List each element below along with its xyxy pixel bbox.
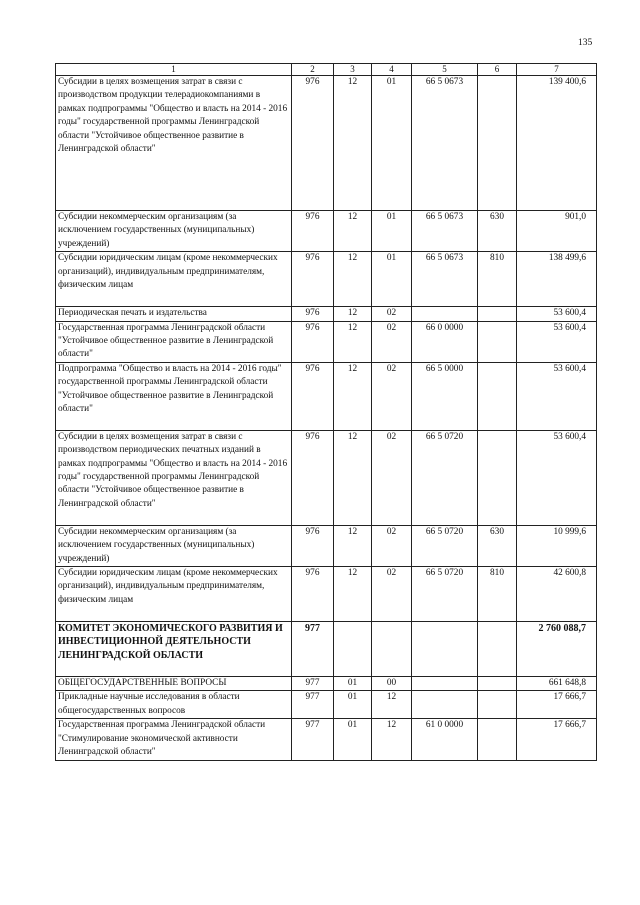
row-code-3: 01 [334, 691, 372, 719]
row-code-3: 12 [334, 430, 372, 525]
row-code-6 [478, 321, 517, 362]
row-code-5 [412, 622, 478, 677]
page-number: 135 [578, 38, 593, 48]
row-code-2: 976 [292, 76, 334, 211]
row-code-2: 977 [292, 677, 334, 691]
header-cell-3: 3 [334, 64, 372, 76]
row-code-2: 976 [292, 525, 334, 566]
row-code-4: 02 [372, 567, 412, 622]
header-cell-6: 6 [478, 64, 517, 76]
table-row [56, 211, 597, 252]
row-code-5: 66 5 0720 [412, 567, 478, 622]
row-code-3: 12 [334, 567, 372, 622]
row-code-4: 02 [372, 307, 412, 321]
row-amount: 53 600,4 [517, 430, 597, 525]
row-code-3 [334, 622, 372, 677]
row-name: Субсидии некоммерческим организациям (за исключением государственных (муниципальных) учреждений) [56, 211, 292, 252]
row-name: Подпрограмма "Общество и власть на 2014 - 2016 годы" государственной программы Ленинградской области "Устойчивое общественное развитие в Ленинградской области" [56, 362, 292, 430]
row-amount: 53 600,4 [517, 321, 597, 362]
row-code-4: 02 [372, 321, 412, 362]
row-code-4: 00 [372, 677, 412, 691]
row-code-4: 02 [372, 430, 412, 525]
row-amount: 139 400,6 [517, 76, 597, 211]
table-row [56, 76, 597, 211]
budget-table [55, 63, 597, 761]
row-code-2: 976 [292, 430, 334, 525]
row-code-4: 02 [372, 362, 412, 430]
row-code-3: 12 [334, 252, 372, 307]
header-cell-1: 1 [56, 64, 292, 76]
row-code-2: 976 [292, 362, 334, 430]
row-code-2: 977 [292, 622, 334, 677]
table-row [56, 691, 597, 719]
table-row [56, 362, 597, 430]
row-code-6 [478, 430, 517, 525]
row-amount: 661 648,8 [517, 677, 597, 691]
row-code-6 [478, 719, 517, 760]
row-code-6 [478, 677, 517, 691]
row-name: Государственная программа Ленинградской области "Стимулирование экономической активности Ленинградской области" [56, 719, 292, 760]
row-amount: 2 760 088,7 [517, 622, 597, 677]
row-code-5: 66 5 0673 [412, 76, 478, 211]
row-code-6: 810 [478, 567, 517, 622]
row-code-6: 630 [478, 211, 517, 252]
row-code-2: 977 [292, 719, 334, 760]
row-code-2: 976 [292, 252, 334, 307]
row-code-5 [412, 307, 478, 321]
row-code-2: 976 [292, 567, 334, 622]
row-code-3: 12 [334, 362, 372, 430]
row-code-4: 01 [372, 211, 412, 252]
table-row [56, 321, 597, 362]
row-code-3: 12 [334, 211, 372, 252]
row-code-3: 12 [334, 307, 372, 321]
row-name: ОБЩЕГОСУДАРСТВЕННЫЕ ВОПРОСЫ [56, 677, 292, 691]
row-code-5: 61 0 0000 [412, 719, 478, 760]
row-code-4: 01 [372, 76, 412, 211]
table-row [56, 622, 597, 677]
table-row [56, 719, 597, 760]
table-row [56, 430, 597, 525]
row-code-4: 12 [372, 691, 412, 719]
header-cell-2: 2 [292, 64, 334, 76]
table-row [56, 525, 597, 566]
row-name: Субсидии некоммерческим организациям (за исключением государственных (муниципальных) учреждений) [56, 525, 292, 566]
row-amount: 17 666,7 [517, 719, 597, 760]
row-code-5 [412, 677, 478, 691]
row-amount: 17 666,7 [517, 691, 597, 719]
header-cell-4: 4 [372, 64, 412, 76]
row-code-6: 810 [478, 252, 517, 307]
row-code-5: 66 5 0720 [412, 430, 478, 525]
row-code-5 [412, 691, 478, 719]
row-name: Государственная программа Ленинградской области "Устойчивое общественное развитие в Ленинградской области" [56, 321, 292, 362]
row-amount: 53 600,4 [517, 307, 597, 321]
row-name: Субсидии в целях возмещения затрат в связи с производством периодических печатных изданий в рамках подпрограммы "Общество и власть на 2014 - 2016 годы" государственной программы Ленинградской области "Устойчивое общественное развитие в Ленинградской области" [56, 430, 292, 525]
row-amount: 138 499,6 [517, 252, 597, 307]
row-name: Субсидии юридическим лицам (кроме некоммерческих организаций), индивидуальным предпринимателям, физическим лицам [56, 252, 292, 307]
row-code-5: 66 5 0720 [412, 525, 478, 566]
row-code-6 [478, 307, 517, 321]
row-code-2: 976 [292, 211, 334, 252]
row-code-6 [478, 622, 517, 677]
row-code-6 [478, 691, 517, 719]
table-row [56, 677, 597, 691]
header-cell-5: 5 [412, 64, 478, 76]
row-amount: 10 999,6 [517, 525, 597, 566]
row-code-2: 976 [292, 307, 334, 321]
row-code-5: 66 5 0000 [412, 362, 478, 430]
table-row [56, 307, 597, 321]
row-code-3: 12 [334, 321, 372, 362]
row-code-3: 12 [334, 525, 372, 566]
row-code-2: 976 [292, 321, 334, 362]
row-code-3: 01 [334, 677, 372, 691]
row-name: Субсидии юридическим лицам (кроме некоммерческих организаций), индивидуальным предпринимателям, физическим лицам [56, 567, 292, 622]
row-code-6 [478, 76, 517, 211]
row-code-4 [372, 622, 412, 677]
row-code-3: 01 [334, 719, 372, 760]
row-code-2: 977 [292, 691, 334, 719]
table-row [56, 252, 597, 307]
row-amount: 42 600,8 [517, 567, 597, 622]
table-header-row [56, 64, 597, 76]
row-code-4: 01 [372, 252, 412, 307]
row-amount: 53 600,4 [517, 362, 597, 430]
row-code-5: 66 0 0000 [412, 321, 478, 362]
row-code-6 [478, 362, 517, 430]
row-name: Субсидии в целях возмещения затрат в связи с производством продукции телерадиокомпаниями в рамках подпрограммы "Общество и власть на 2014 - 2016 годы" государственной программы Ленинградской области "Устойчивое общественное развитие в Ленинградской области" [56, 76, 292, 211]
row-code-6: 630 [478, 525, 517, 566]
table-row [56, 567, 597, 622]
row-code-3: 12 [334, 76, 372, 211]
row-amount: 901,0 [517, 211, 597, 252]
row-code-4: 12 [372, 719, 412, 760]
row-name: Прикладные научные исследования в области общегосударственных вопросов [56, 691, 292, 719]
row-name: КОМИТЕТ ЭКОНОМИЧЕСКОГО РАЗВИТИЯ И ИНВЕСТИЦИОННОЙ ДЕЯТЕЛЬНОСТИ ЛЕНИНГРАДСКОЙ ОБЛАСТИ [56, 622, 292, 677]
row-code-5: 66 5 0673 [412, 211, 478, 252]
row-code-5: 66 5 0673 [412, 252, 478, 307]
header-cell-7: 7 [517, 64, 597, 76]
row-code-4: 02 [372, 525, 412, 566]
row-name: Периодическая печать и издательства [56, 307, 292, 321]
